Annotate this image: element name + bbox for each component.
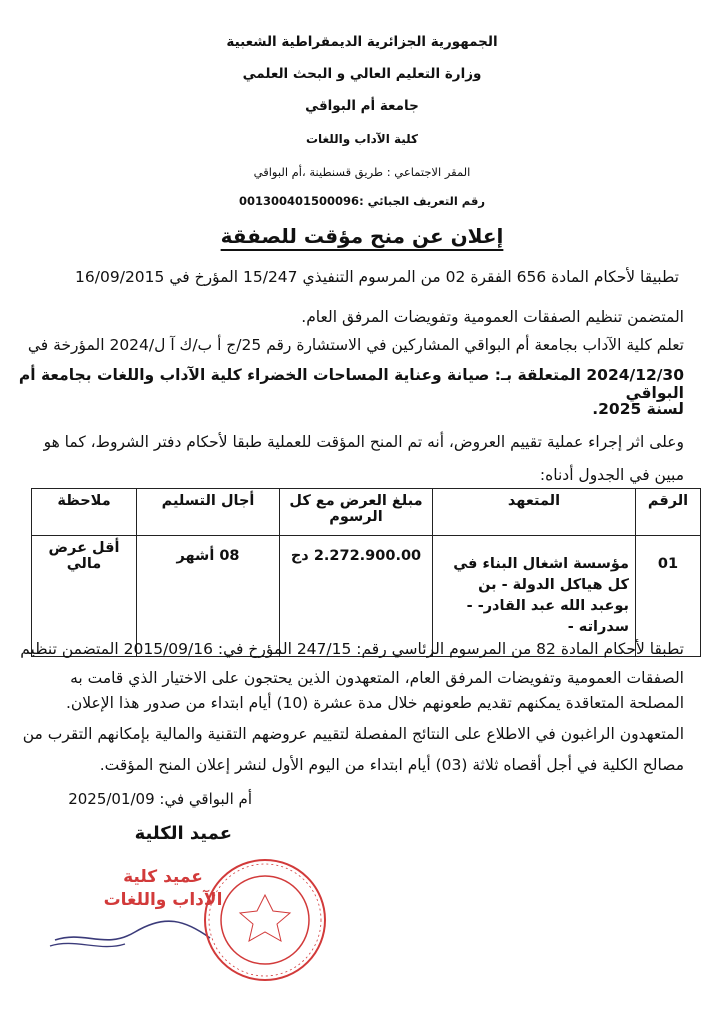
cell-bidder: مؤسسة اشغال البناء في كل هياكل الدولة - بن بوعبد الله عبد القادر- - سدراته -	[433, 536, 636, 657]
para4-line1: تطبقا لأحكام المادة 82 من المرسوم الرئاسي رقم: 247/15 المؤرخ في: 2015/09/16 المتضمن تنظيم	[20, 640, 684, 658]
table-header-row	[32, 489, 701, 536]
para4-line4: المتعهدون الراغبون في الاطلاع على النتائج المفصلة لتقييم عروضهم التقنية والمالية بإمكانهم التقرب من	[22, 725, 684, 743]
republic-header: الجمهورية الجزائرية الديمقراطية الشعبية	[226, 34, 498, 50]
header-amount: مبلغ العرض مع كل الرسوم	[280, 489, 433, 536]
header-bidder: المتعهد	[433, 489, 636, 536]
award-table	[31, 488, 701, 657]
para2-line1: تعلم كلية الآداب بجامعة أم البواقي المشاركين في الاستشارة رقم 25/ج أ ب/ك آ ل/2024 المؤرخة في	[27, 336, 684, 354]
para4-line5: مصالح الكلية في أجل أقصاه ثلاثة (03) أيام ابتداء من اليوم الأول لنشر إعلان المنح المؤقت.	[99, 756, 684, 774]
cell-amount: 2.272.900.00 دج	[280, 536, 433, 657]
para3-line1: وعلى اثر إجراء عملية تقييم العروض، أنه تم المنح المؤقت للعملية طبقا لأحكام دفتر الشروط، كما هو	[43, 433, 684, 451]
university-header: جامعة أم البواقي	[305, 98, 419, 114]
date-line: أم البواقي في: 2025/01/09	[68, 790, 252, 808]
signature-block-text: عميد كلية الآداب واللغات	[103, 867, 223, 910]
para1-line2: المتضمن تنظيم الصفقات العمومية وتفويضات المرفق العام.	[301, 308, 684, 326]
announcement-title: إعلان عن منح مؤقت للصفقة	[220, 224, 504, 248]
para2-line2: 2024/12/30 المتعلقة بـ: صيانة وعناية المساحات الخضراء كلية الآداب واللغات بجامعة أم البواقي	[18, 366, 684, 402]
para3-line2: مبين في الجدول أدناه:	[539, 466, 684, 484]
header-note: ملاحظة	[32, 489, 137, 536]
ministry-header: وزارة التعليم العالي و البحث العلمي	[242, 66, 482, 82]
header-number: الرقم	[636, 489, 701, 536]
cell-delivery: 08 أشهر	[137, 536, 280, 657]
para2-line3: لسنة 2025.	[592, 400, 684, 418]
para4-line2: الصفقات العمومية وتفويضات المرفق العام، المتعهدون الذين يحتجون على الاختيار الذي قامت به	[70, 669, 684, 687]
tax-id-line: رقم التعريف الجبائي :001300401500096	[239, 194, 485, 208]
para4-line3: المصلحة المتعاقدة يمكنهم تقديم طعونهم خلال مدة عشرة (10) أيام ابتداء من صدور هذا الإعلان.	[65, 694, 684, 712]
header-delivery: أجال التسليم	[137, 489, 280, 536]
official-stamp-seal	[200, 855, 330, 985]
faculty-header: كلية الآداب واللغات	[305, 132, 419, 146]
table-row	[32, 536, 701, 657]
dean-signatory: عميد الكلية	[134, 823, 232, 844]
cell-number: 01	[636, 536, 701, 657]
address-line: المقر الاجتماعي : طريق قسنطينة ،أم البواقي	[253, 165, 471, 179]
para1-line1: تطبيقا لأحكام المادة 656 الفقرة 02 من المرسوم التنفيذي 15/247 المؤرخ في 16/09/2015	[75, 268, 679, 286]
cell-note: أقل عرض مالي	[32, 536, 137, 657]
